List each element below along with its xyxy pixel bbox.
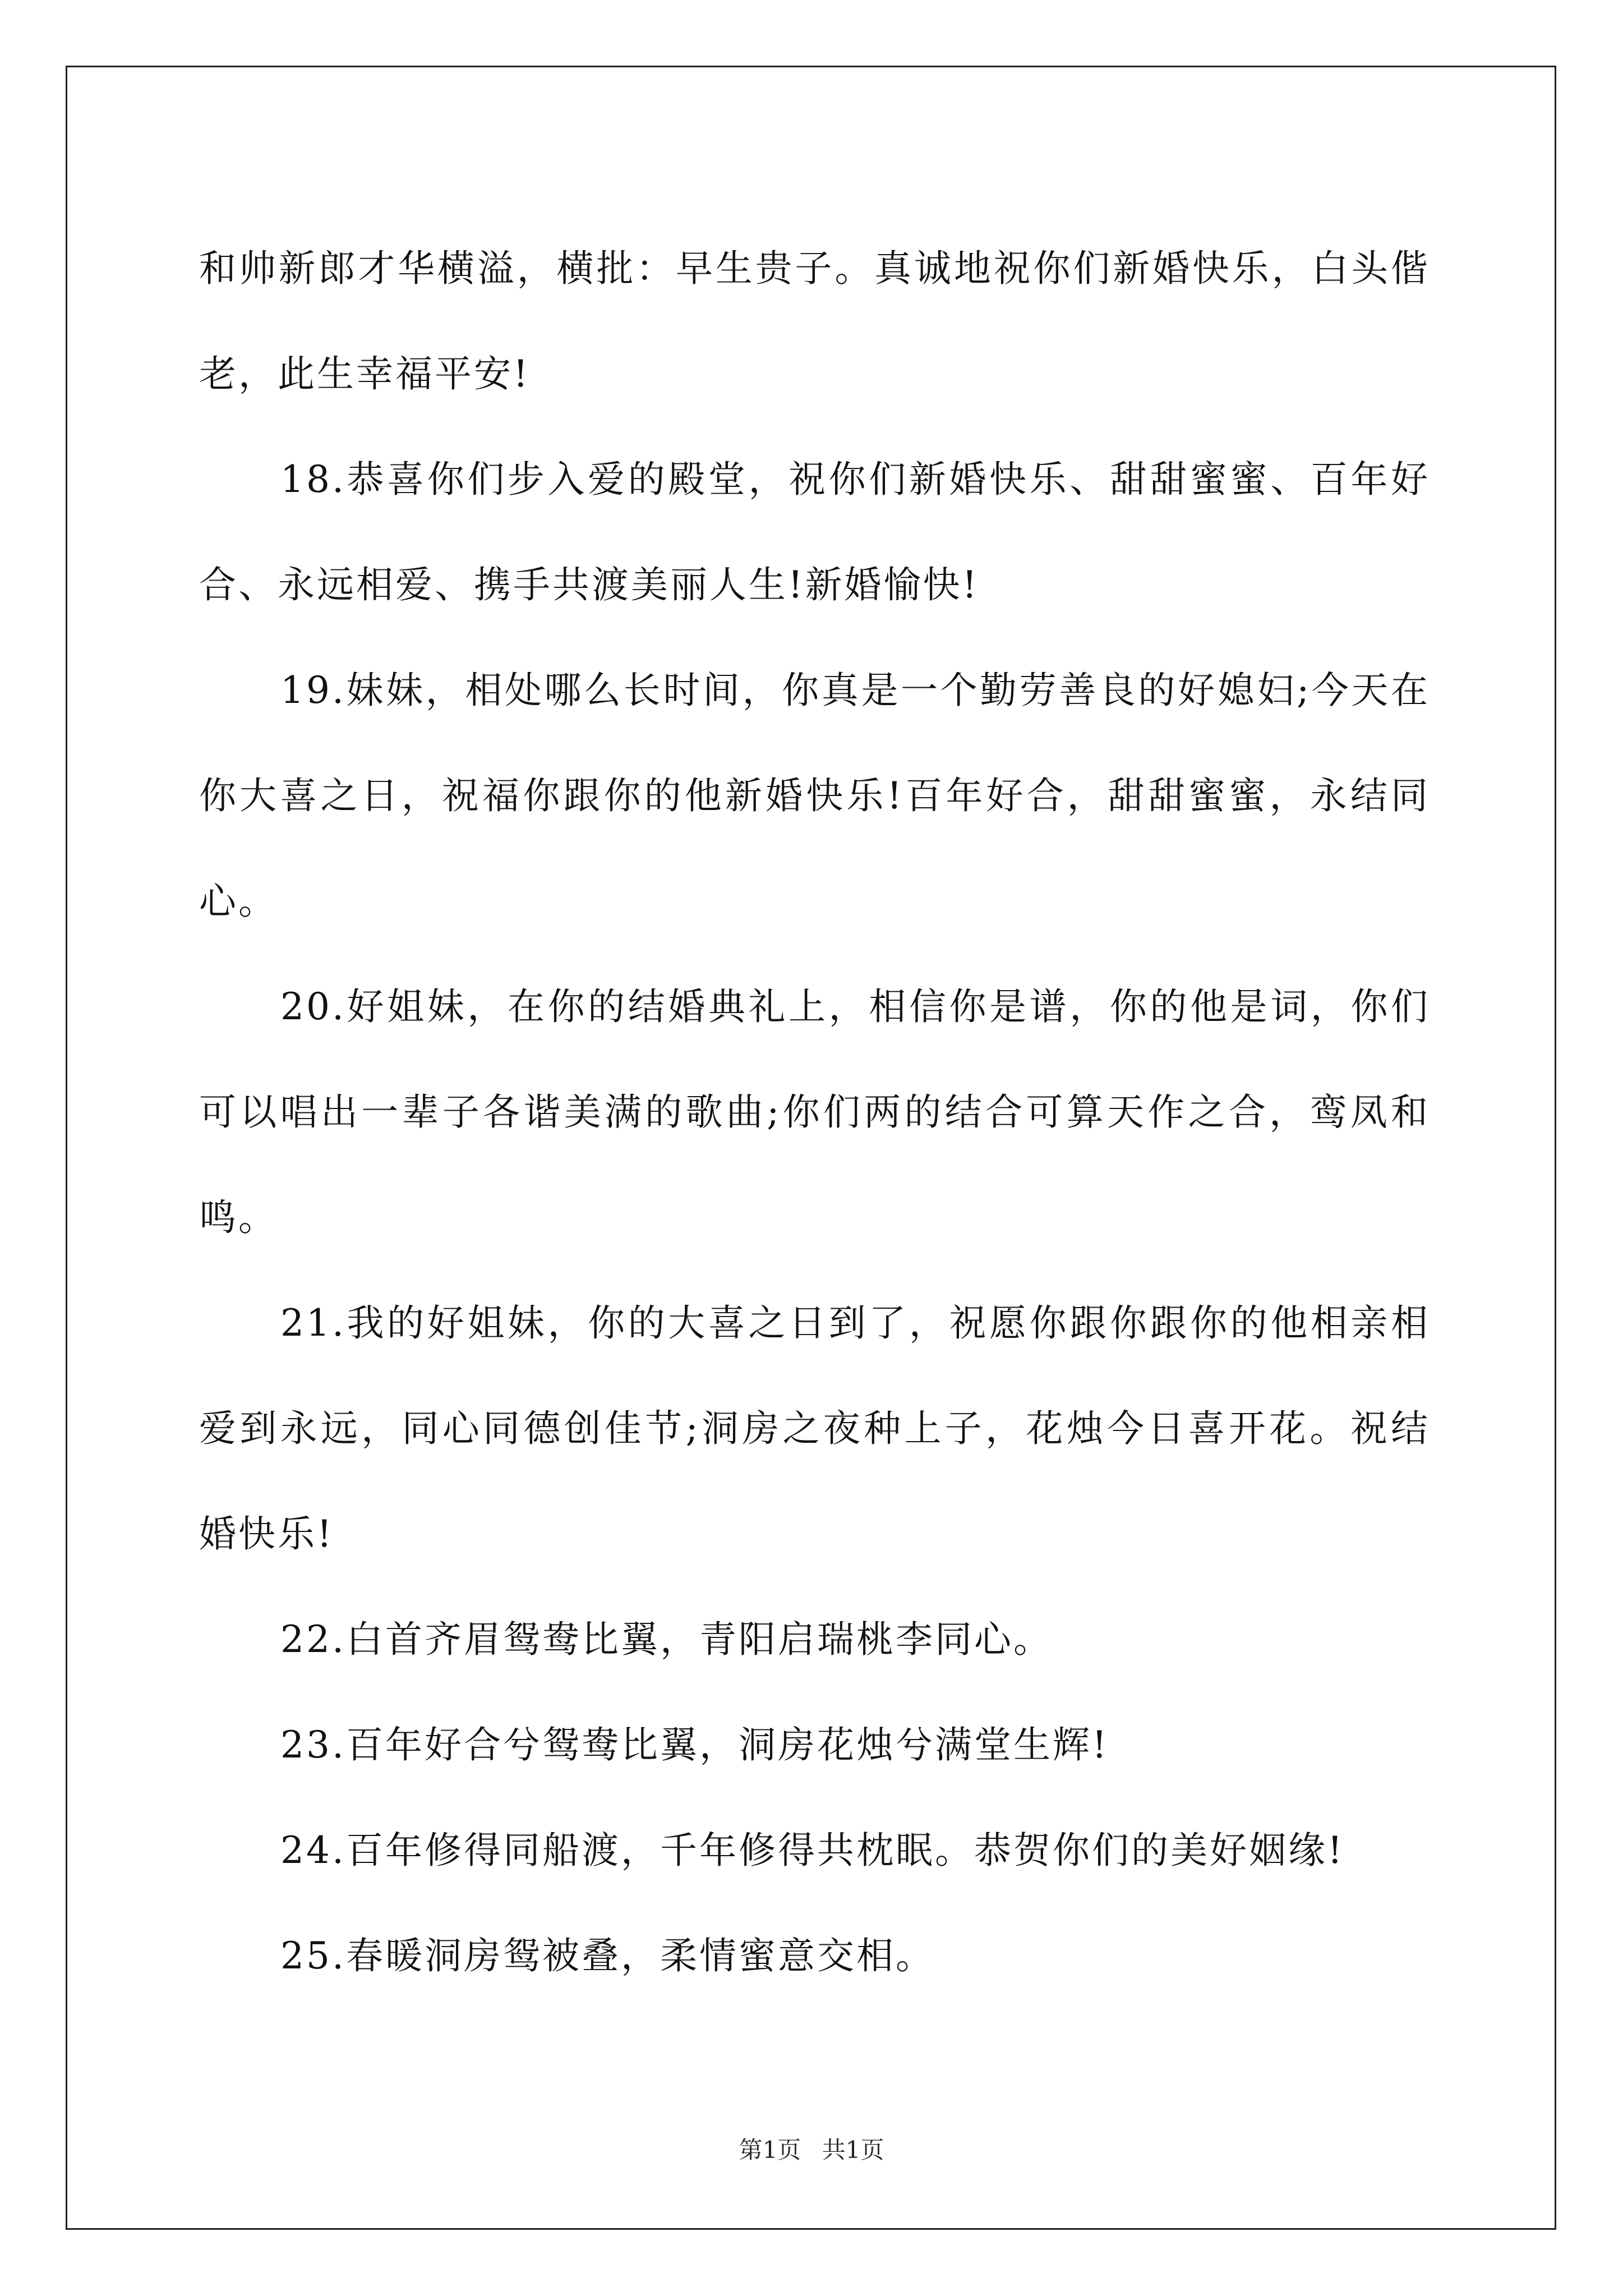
paragraph-continuation: 和帅新郎才华横溢，横批：早生贵子。真诚地祝你们新婚快乐，白头偕老，此生幸福平安! [199, 247, 1430, 395]
paragraph-25: 25.春暖洞房鸳被叠，柔情蜜意交相。 [280, 1934, 935, 1977]
document-body [199, 216, 1430, 2009]
paragraph-20: 20.好姐妹，在你的结婚典礼上，相信你是谱，你的他是词，你们可以唱出一辈子各谐美满的歌曲;你们两的结合可算天作之合，鸾凤和鸣。 [199, 985, 1430, 1239]
paragraph-19: 19.妹妹，相处哪么长时间，你真是一个勤劳善良的好媳妇;今天在你大喜之日，祝福你跟你的他新婚快乐!百年好合，甜甜蜜蜜，永结同心。 [199, 669, 1430, 923]
page-total: 共1页 [822, 2136, 884, 2164]
paragraph-21: 21.我的好姐妹，你的大喜之日到了，祝愿你跟你跟你的他相亲相爱到永远，同心同德创佳节;洞房之夜种上子，花烛今日喜开花。祝结婚快乐! [199, 1301, 1430, 1556]
page-number: 第1页 [739, 2136, 801, 2164]
paragraph-24: 24.百年修得同船渡，千年修得共枕眠。恭贺你们的美好姻缘! [280, 1829, 1345, 1872]
paragraph-22: 22.白首齐眉鸳鸯比翼，青阳启瑞桃李同心。 [280, 1618, 1053, 1661]
paragraph-18: 18.恭喜你们步入爱的殿堂，祝你们新婚快乐、甜甜蜜蜜、百年好合、永远相爱、携手共渡美丽人生!新婚愉快! [199, 458, 1430, 606]
page-footer [0, 2132, 1623, 2165]
paragraph-23: 23.百年好合兮鸳鸯比翼，洞房花烛兮满堂生辉! [280, 1723, 1109, 1766]
